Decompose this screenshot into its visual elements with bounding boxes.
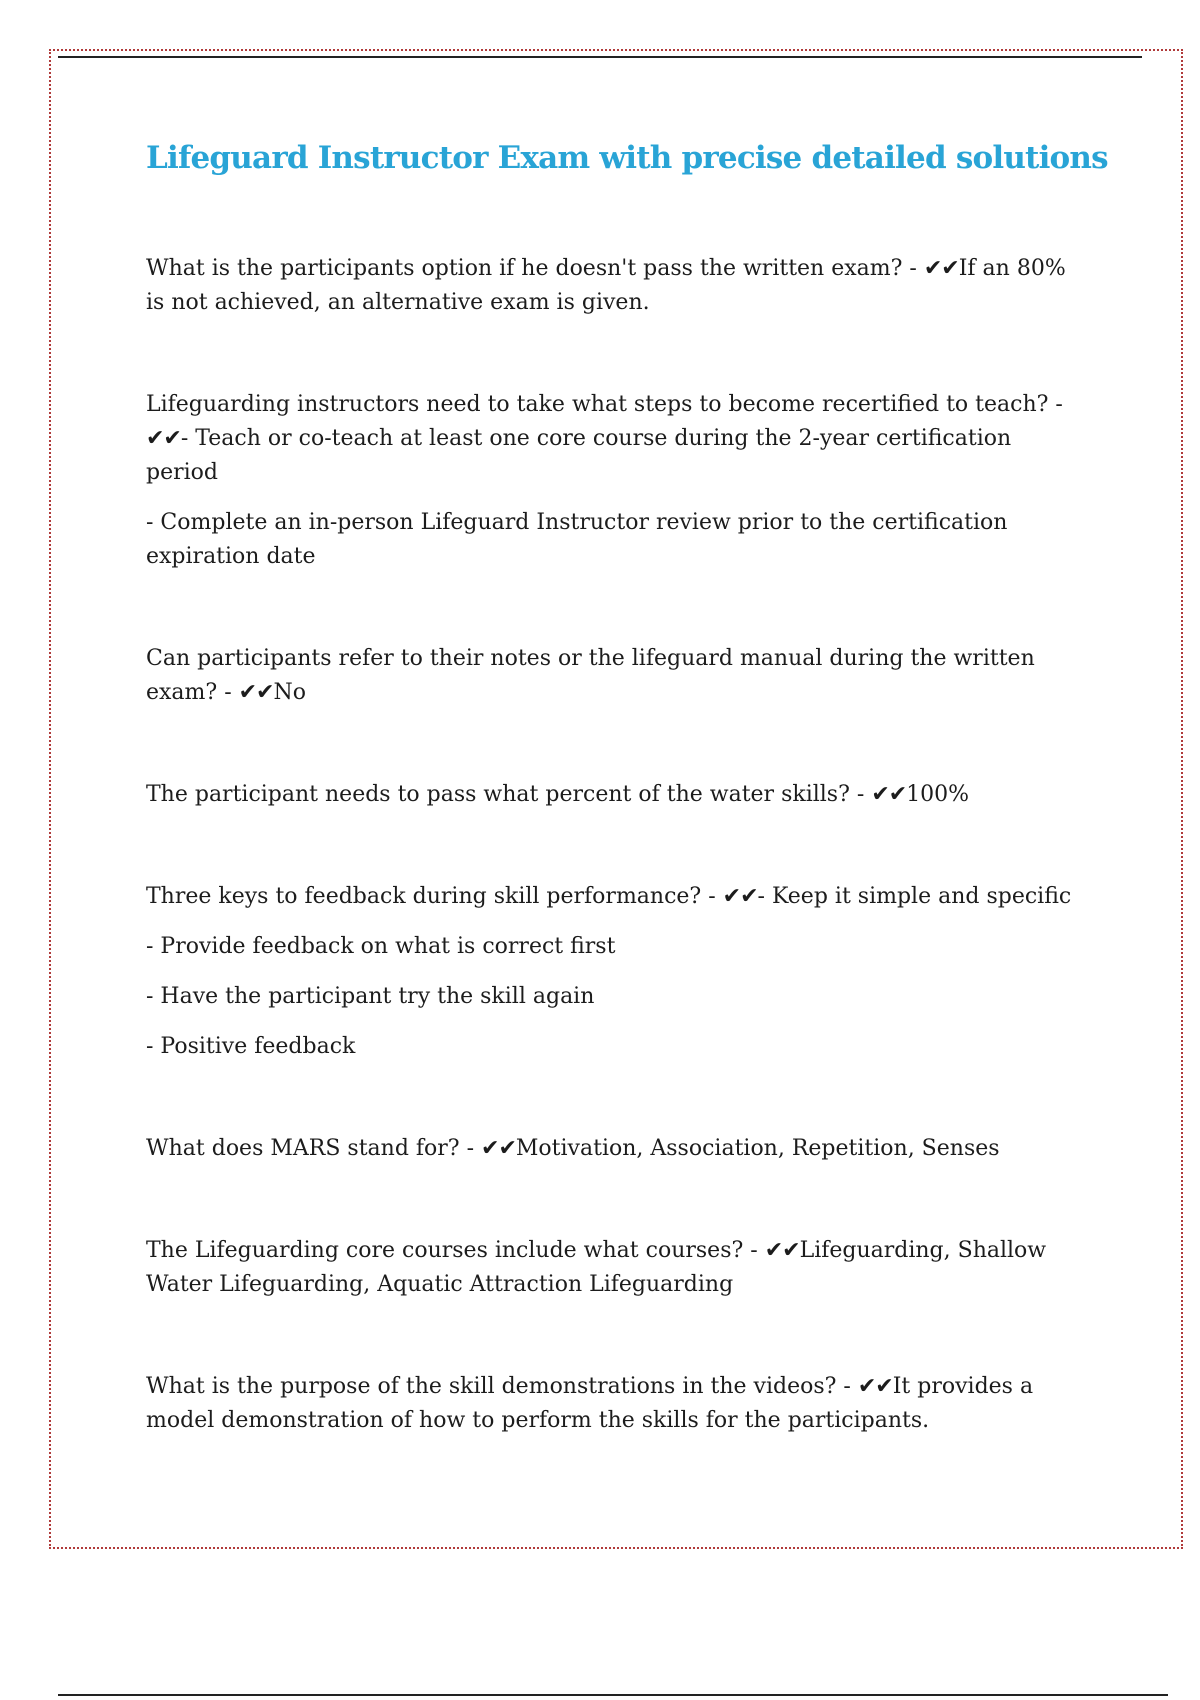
answer-text: Lifeguarding, Shallow Water Lifeguarding, Aquatic Attraction Lifeguarding [146, 1238, 1047, 1297]
question-text: Can participants refer to their notes or the lifeguard manual during the written exam? - [146, 646, 1035, 705]
qa-item-1 [146, 252, 1086, 320]
bottom-divider [58, 1694, 1168, 1696]
answer-text: - Keep it simple and specific [757, 884, 1072, 909]
top-divider [58, 56, 1142, 58]
answer-text: No [273, 680, 306, 705]
qa-line [146, 388, 1086, 490]
question-text: Three keys to feedback during skill performance? - [146, 884, 723, 909]
answer-line: - Have the participant try the skill again [146, 984, 595, 1009]
question-text: The Lifeguarding core courses include what courses? - [146, 1238, 765, 1263]
document-body [146, 140, 1108, 1506]
qa-line [146, 642, 1086, 710]
qa-line [146, 1370, 1086, 1438]
question-text: What is the participants option if he doesn't pass the written exam? - [146, 256, 924, 281]
qa-item-2 [146, 388, 1086, 574]
question-text: What is the purpose of the skill demonstrations in the videos? - [146, 1374, 858, 1399]
check-mark-icon: ✔✔ [764, 1238, 800, 1263]
answer-line: - Positive feedback [146, 1034, 356, 1059]
check-mark-icon: ✔✔ [238, 680, 274, 705]
check-mark-icon: ✔✔ [146, 426, 181, 451]
answer-text: 100% [906, 782, 970, 807]
answer-line: - Complete an in-person Lifeguard Instructor review prior to the certification expiration date [146, 510, 1008, 569]
qa-line [146, 778, 1086, 812]
question-text: The participant needs to pass what percent of the water skills? - [146, 782, 872, 807]
qa-line [146, 1234, 1086, 1302]
answer-text: It provides a model demonstration of how to perform the skills for the participants. [146, 1374, 1034, 1433]
question-text: What does MARS stand for? - [146, 1136, 482, 1161]
qa-item-5 [146, 880, 1086, 1064]
qa-line [146, 880, 1086, 914]
check-mark-icon: ✔✔ [481, 1136, 516, 1161]
qa-line [146, 1132, 1086, 1166]
check-mark-icon: ✔✔ [923, 256, 959, 281]
qa-item-4 [146, 778, 1086, 812]
answer-text: - Teach or co-teach at least one core course during the 2-year certification period [146, 426, 1012, 485]
qa-line [146, 252, 1086, 320]
document-title: Lifeguard Instructor Exam with precise detailed solutions [146, 140, 1108, 176]
answer-line: - Provide feedback on what is correct first [146, 934, 616, 959]
question-text: Lifeguarding instructors need to take what steps to become recertified to teach? - [146, 392, 1063, 417]
qa-item-6 [146, 1132, 1086, 1166]
answer-text: If an 80% is not achieved, an alternative exam is given. [146, 256, 1066, 315]
check-mark-icon: ✔✔ [722, 884, 758, 909]
qa-item-7 [146, 1234, 1086, 1302]
check-mark-icon: ✔✔ [857, 1374, 893, 1399]
answer-text: Motivation, Association, Repetition, Senses [515, 1136, 1000, 1161]
qa-item-3 [146, 642, 1086, 710]
qa-item-8 [146, 1370, 1086, 1438]
check-mark-icon: ✔✔ [871, 782, 907, 807]
